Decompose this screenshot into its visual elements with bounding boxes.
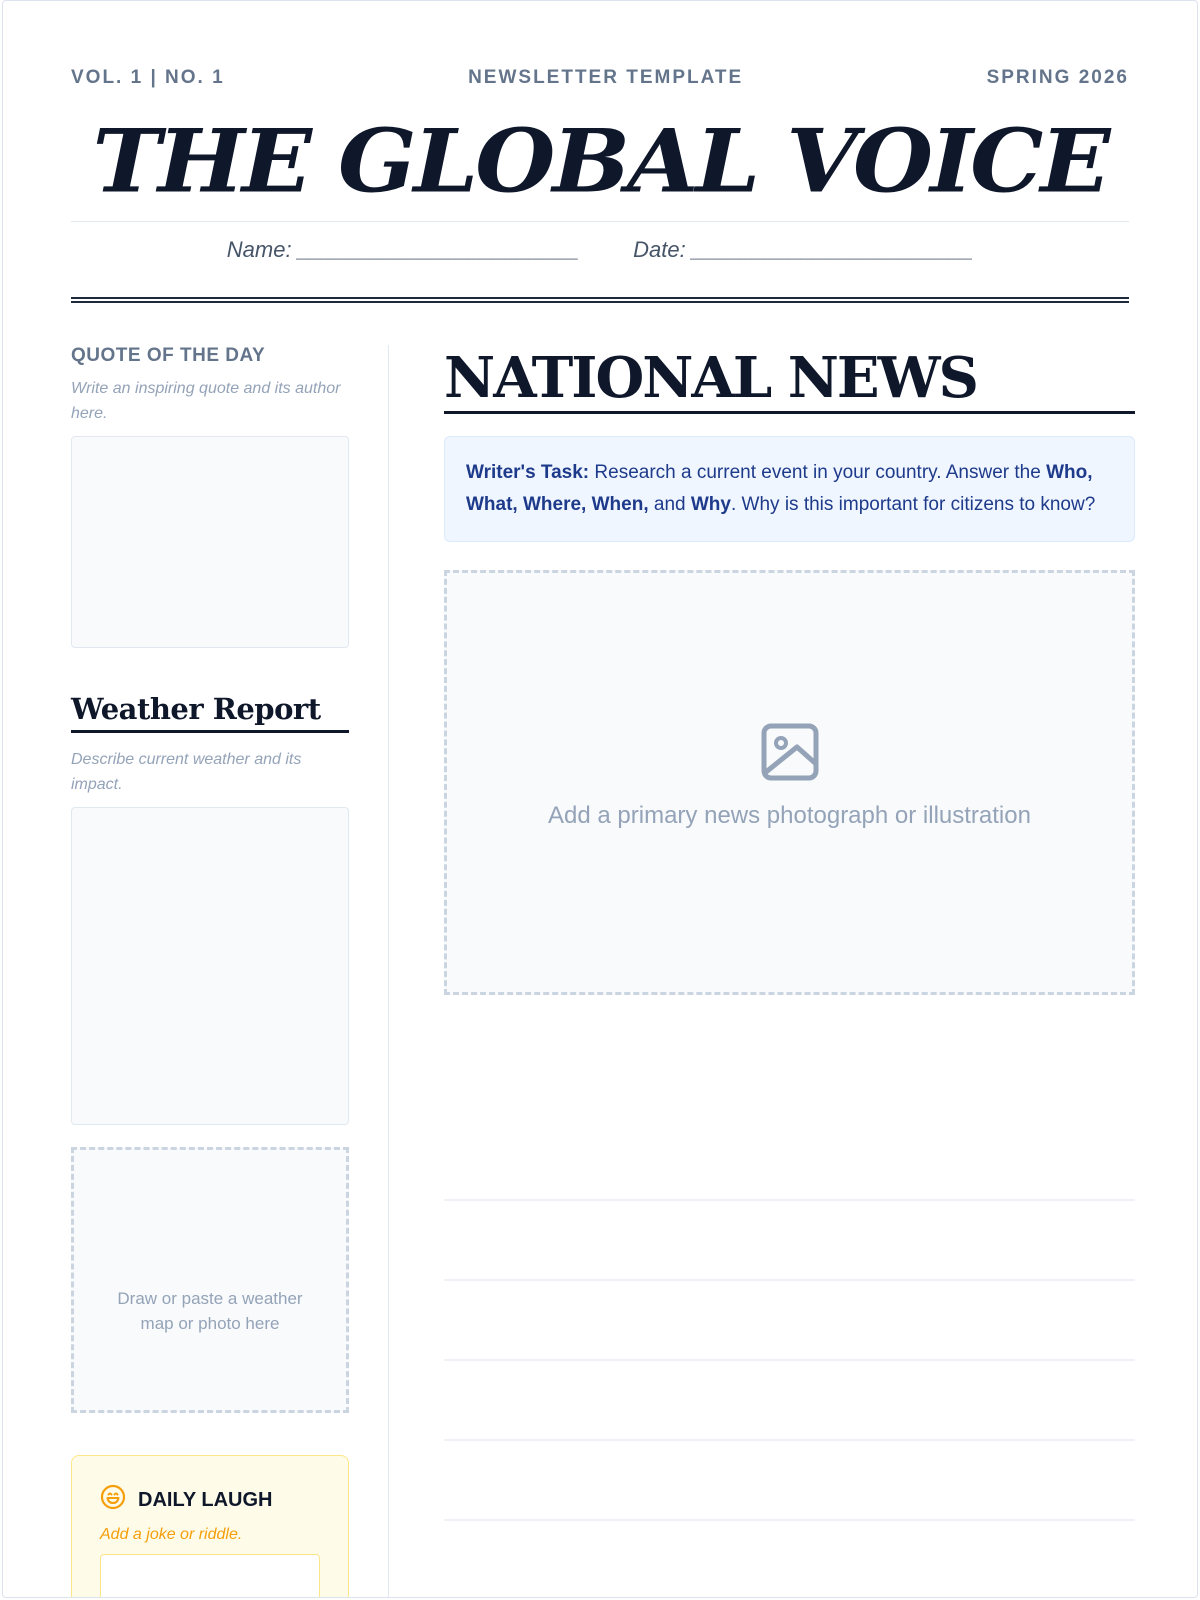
task-and: and (648, 494, 691, 515)
newsletter-title: THE GLOBAL VOICE (92, 109, 1108, 213)
weather-map-dropzone[interactable] (71, 1147, 349, 1413)
name-date-row (71, 237, 1129, 263)
writing-line[interactable] (444, 1361, 1135, 1441)
news-photo-dropzone[interactable] (444, 570, 1135, 995)
sidebar (71, 345, 349, 1598)
task-questions: Who, What, Where, When, (466, 462, 1093, 515)
news-photo-placeholder: Add a primary news photograph or illustration (548, 802, 1031, 829)
writing-line[interactable] (444, 1521, 1135, 1598)
writing-line[interactable] (444, 1281, 1135, 1361)
template-label: NEWSLETTER TEMPLATE (468, 67, 744, 88)
daily-laugh-card (71, 1455, 349, 1598)
quote-hint: Write an inspiring quote and its author here. (71, 380, 341, 422)
quote-label: QUOTE OF THE DAY (71, 345, 266, 366)
volume-label: VOL. 1 | NO. 1 (71, 67, 225, 88)
masthead (71, 101, 1129, 222)
task-text-1: Research a current event in your country. Answer the (589, 462, 1047, 483)
column-divider (388, 345, 389, 1598)
newsletter-page (2, 0, 1198, 1598)
daily-laugh-title: DAILY LAUGH (138, 1488, 273, 1511)
daily-laugh-heading (100, 1484, 320, 1516)
writing-line[interactable] (444, 1201, 1135, 1281)
date-field[interactable]: Date: _______________________ (633, 237, 974, 262)
writing-line[interactable] (444, 1121, 1135, 1201)
national-news-title: NATIONAL NEWS (444, 345, 1135, 414)
quote-box[interactable] (71, 436, 349, 648)
weather-hint: Describe current weather and its impact. (71, 751, 302, 793)
image-icon (761, 723, 819, 788)
daily-laugh-input[interactable] (100, 1554, 320, 1598)
writing-lines[interactable] (444, 1121, 1135, 1598)
task-text-2: . Why is this important for citizens to know? (730, 494, 1096, 515)
smile-icon (100, 1484, 126, 1516)
season-label: SPRING 2026 (986, 67, 1129, 88)
task-why: Why (690, 494, 731, 515)
name-field[interactable]: Name: _______________________ (226, 237, 580, 262)
writers-task-box (444, 436, 1135, 542)
double-rule-divider (71, 297, 1129, 303)
weather-map-placeholder: Draw or paste a weather map or photo here (117, 1289, 303, 1333)
daily-laugh-hint: Add a joke or riddle. (100, 1526, 243, 1543)
weather-text-box[interactable] (71, 807, 349, 1125)
main-column (444, 345, 1135, 995)
writing-line[interactable] (444, 1441, 1135, 1521)
task-label: Writer's Task: (466, 462, 590, 483)
weather-title: Weather Report (71, 692, 349, 733)
masthead-topbar (71, 67, 1129, 89)
